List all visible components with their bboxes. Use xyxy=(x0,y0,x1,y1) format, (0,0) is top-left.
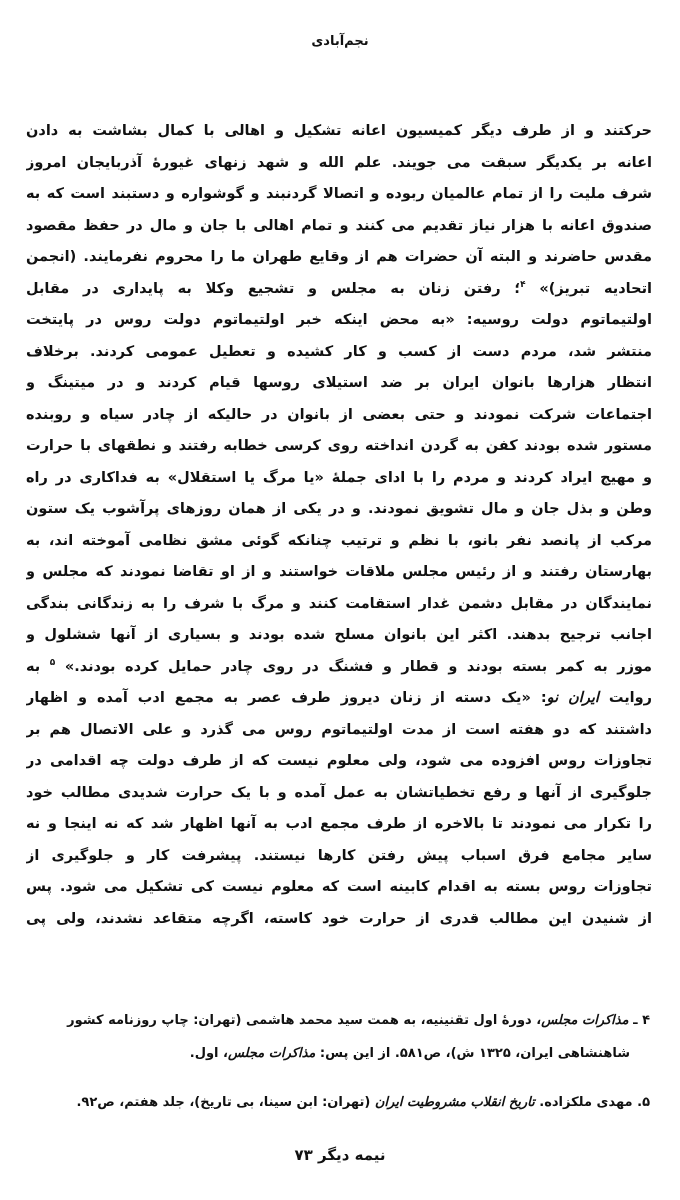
body-text-line: موزر به کمر بسته بودند و قطار و فشنگ در روی چادر حمایل کرده بودند.» $^۵$ به xyxy=(26,657,652,675)
running-head-author: نجم‌آبادی xyxy=(311,34,369,49)
body-text-line: اجتماعات شرکت نمودند و حتی بعضی از بانوان در حالیکه از چادر سیاه و روبنده xyxy=(26,406,652,423)
footnotes-block xyxy=(28,1004,650,1119)
body-text-line: شرف ملیت را از تمام عالمیان ربوده و اتصالا گردنبند و گوشواره و دستبند است که به xyxy=(26,186,652,202)
body-text-line: اجانب ترجیح بدهند. اکثر این بانوان مسلح شده بودند و بسیاری از آنها ششلول و xyxy=(26,627,652,643)
body-text-line: اعانه بر یکدیگر سبقت می جویند. علم الله و شهد زنهای غیورهٔ آذربایجان امروز xyxy=(26,154,652,171)
body-text-line: تجاوزات روس بسته به اقدام کابینه است که معلوم نیست کی تشکیل می شود. پس xyxy=(26,879,652,895)
body-text-line: مقدس حاضرند و البته آن حضرات هم از وقایع طهران ما را محروم نفرمایند. (انجمن xyxy=(26,249,652,265)
body-text-line: اولتیماتوم دولت روسیه: «به محض اینکه خبر اولتیماتوم دولت روس در پایتخت xyxy=(26,312,652,328)
footnote-4-line-2: شاهنشاهی ایران، ۱۳۲۵ ش)، ص۵۸۱. از این پس: مذاکرات مجلس، اول. xyxy=(189,1046,630,1061)
body-text-line: مرکب از پانصد نفر بانو، با نظم و ترتیب چنانکه گوئی مشق نظامی آموخته اند، به xyxy=(26,532,652,549)
body-text-line: حرکتند و از طرف دیگر کمیسیون اعانه تشکیل و اهالی با کمال بشاشت به دادن xyxy=(26,123,652,139)
body-text-line: جلوگیری از آنها و رفع تخطیاتشان به عمل آمده و با یک حرارت شدیدی مطالب خود xyxy=(26,784,652,801)
body-text-line: منتشر شد، مردم دست از کسب و کار کشیده و تعطیل عمومی کردند. برخلاف xyxy=(26,343,652,360)
body-text-line: اتحادیه تبریز)» $^۴$؛ رفتن زنان به مجلس و تشجیع وکلا به پایداری در مقابل xyxy=(26,279,652,297)
footnote-separator-gap xyxy=(28,1070,650,1086)
body-text-line: وطن و بذل جان و مال تشویق نمودند. و در یکی از همان روزهای پرآشوب یک ستون xyxy=(26,501,652,517)
body-text-line: صندوق اعانه با هزار نیاز تقدیم می کنند و تمام اهالی با جان و مال در حفظ مقصود xyxy=(26,217,652,234)
body-text-line: و مهیج ایراد کردند و مردم را با ادای جملهٔ «یا مرگ یا استقلال» به فداکاری در راه xyxy=(26,469,652,486)
body-text-line: از شنیدن این مطالب قدری از حرارت خود کاسته، اگرچه متقاعد نشدند، ولی پی xyxy=(26,910,652,927)
body-text-line: تجاوزات روس افزوده می شود، ولی معلوم نیست که از طرف دولت چه اقدامی در xyxy=(26,753,652,769)
body-text-line: را تکرار می نمودند تا بالاخره از طرف مجمع ادب به آنها اظهار شد که نه اینجا و نه xyxy=(26,816,652,832)
body-text-line: سایر مجامع فرق اسباب پیش رفتن کارها نیستند. پیشرفت کار و جلوگیری از xyxy=(26,847,652,864)
body-text-line: روایت ایران نو: «یک دسته از زنان دیروز طرف عصر به مجمع ادب آمده و اظهار xyxy=(26,690,652,706)
body-text-line: انتظار هزارها بانوان ایران بر ضد استیلای روسها قیام کردند و در میتینگ و xyxy=(26,375,652,391)
body-text-line: داشتند که دو هفته است از مدت اولتیماتوم روس می گذرد و علی الاتصال هم بر xyxy=(26,721,652,738)
body-text-line: نمایندگان در مقابل دشمن غدار استقامت کنند و مرگ با شرف را به زندگانی بندگی xyxy=(26,595,652,612)
body-text-block xyxy=(26,116,652,935)
body-text-line: بهارستان رفتند و از رئیس مجلس ملاقات خواستند و از او تقاضا نمودند که مجلس و xyxy=(26,564,652,580)
footnote-4-line-1: ۴ ـ مذاکرات مجلس، دورهٔ اول تقنینیه، به همت سید محمد هاشمی (تهران: چاپ روزنامه کشور xyxy=(67,1013,650,1028)
page-footer-journal-page-number: نیمه دیگر ۷۳ xyxy=(294,1146,386,1164)
footnote-5: ۵. مهدی ملکزاده. تاریخ انقلاب مشروطیت ایران (تهران: ابن سینا، بی تاریخ)، جلد هفتم، ص۹۲. xyxy=(76,1095,650,1110)
body-text-line: مستور شده بودند کفن به گردن انداخته روی کرسی خطابه رفتند و نطقهای با حرارت xyxy=(26,438,652,454)
